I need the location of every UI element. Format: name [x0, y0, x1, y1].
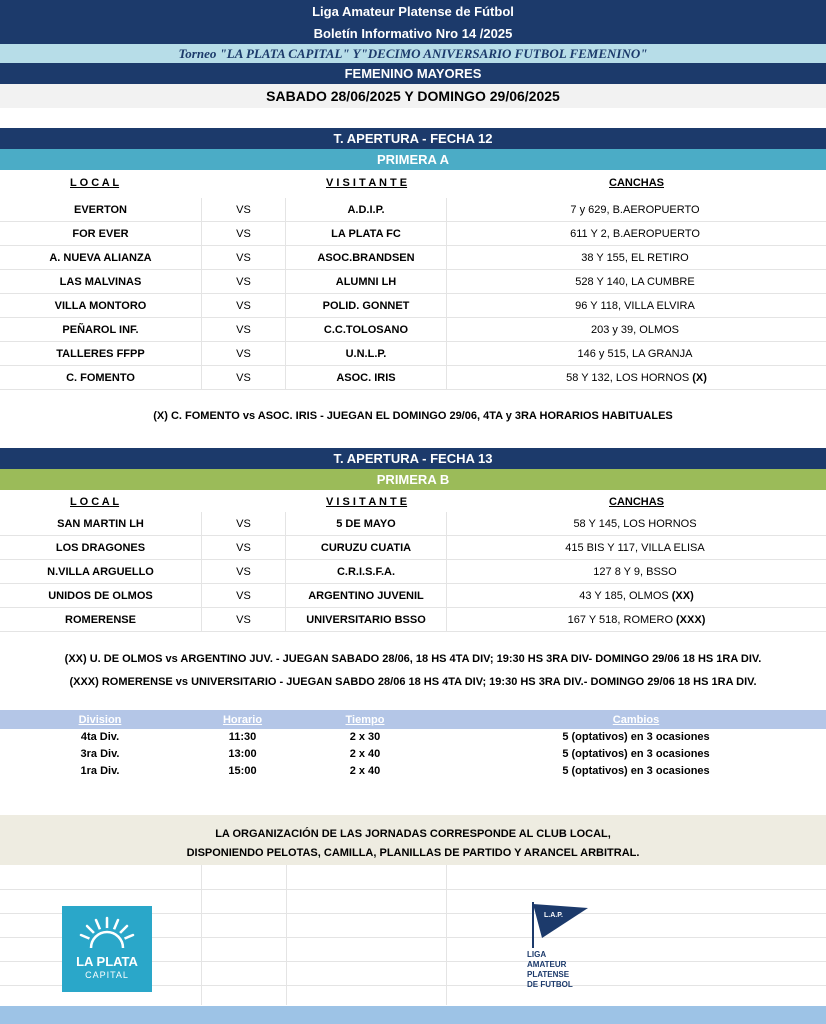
- match-local-text: LAS MALVINAS: [59, 276, 142, 288]
- match-mark: (X): [692, 372, 707, 384]
- column-local: L O C A L: [70, 496, 120, 508]
- match-vs: [201, 270, 286, 294]
- column-canchas: CANCHAS: [609, 496, 664, 508]
- match-vs-text: VS: [236, 324, 251, 336]
- match-vs: [201, 342, 286, 366]
- match-vs: [201, 366, 286, 390]
- match-local-text: UNIDOS DE OLMOS: [48, 590, 153, 602]
- match-cancha: [446, 366, 826, 390]
- match-local-text: N.VILLA ARGUELLO: [47, 566, 154, 578]
- match-vs-text: VS: [236, 300, 251, 312]
- match-cancha: [446, 584, 826, 608]
- match-vs-text: VS: [236, 372, 251, 384]
- match-visitante: [286, 198, 446, 222]
- match-cancha-text: 38 Y 155, EL RETIRO: [581, 252, 689, 264]
- match-local: [0, 512, 201, 536]
- match-row: [0, 584, 826, 608]
- match-cancha: [446, 222, 826, 246]
- match-row: [0, 342, 826, 366]
- match-visitante-text: POLID. GONNET: [322, 300, 410, 312]
- match-visitante: [286, 584, 446, 608]
- match-local: [0, 536, 201, 560]
- match-visitante: [286, 536, 446, 560]
- section-b-note-xxx: (XXX) ROMERENSE vs UNIVERSITARIO - JUEGAN SABDO 28/06 18 HS 4TA DIV; 19:30 HS 3RA DIV.- DOMINGO 29/06 18 HS 1RA DIV.: [69, 676, 757, 688]
- schedule-cambios: 5 (optativos) en 3 ocasiones: [562, 731, 710, 743]
- match-visitante: [286, 270, 446, 294]
- match-vs-text: VS: [236, 614, 251, 626]
- match-cancha: [446, 342, 826, 366]
- lap-line: LIGA: [527, 950, 547, 959]
- schedule-cambios: 5 (optativos) en 3 ocasiones: [562, 765, 710, 777]
- match-row: [0, 608, 826, 632]
- match-vs: [201, 584, 286, 608]
- match-local: [0, 560, 201, 584]
- match-vs-text: VS: [236, 566, 251, 578]
- match-mark: (XXX): [676, 614, 706, 626]
- match-visitante-text: CURUZU CUATIA: [320, 542, 412, 554]
- lap-logo-text: [527, 950, 573, 990]
- match-cancha: [446, 512, 826, 536]
- match-row: [0, 222, 826, 246]
- schedule-cambios: 5 (optativos) en 3 ocasiones: [562, 748, 710, 760]
- lap-line: PLATENSE: [527, 970, 570, 979]
- la-plata-logo-text: LA PLATA: [76, 954, 138, 969]
- match-cancha-text: 415 BIS Y 117, VILLA ELISA: [565, 542, 705, 554]
- match-local: [0, 294, 201, 318]
- match-visitante: [286, 608, 446, 632]
- schedule-tiempo: 2 x 40: [349, 748, 381, 760]
- match-cancha-text: 167 Y 518, ROMERO: [567, 614, 674, 626]
- schedule-row: [0, 728, 826, 746]
- match-local-text: PEÑAROL INF.: [62, 324, 139, 336]
- schedule-row: [0, 762, 826, 780]
- match-visitante: [286, 366, 446, 390]
- match-local: [0, 584, 201, 608]
- match-vs-text: VS: [236, 590, 251, 602]
- match-row: [0, 536, 826, 560]
- match-visitante-text: C.R.I.S.F.A.: [336, 566, 396, 578]
- match-cancha: [446, 198, 826, 222]
- league-title: Liga Amateur Platense de Fútbol: [0, 0, 826, 22]
- schedule-header-cambios: Cambios: [612, 713, 660, 726]
- organization-line-1: LA ORGANIZACIÓN DE LAS JORNADAS CORRESPONDE AL CLUB LOCAL,: [215, 828, 611, 840]
- match-cancha: [446, 246, 826, 270]
- organization-notice: [0, 815, 826, 865]
- schedule-division: 1ra Div.: [80, 765, 120, 777]
- section-a-division: PRIMERA A: [0, 149, 826, 170]
- match-row: [0, 366, 826, 390]
- match-visitante-text: LA PLATA FC: [331, 228, 401, 240]
- match-cancha-text: 58 Y 145, LOS HORNOS: [573, 518, 697, 530]
- section-b-division: PRIMERA B: [0, 469, 826, 490]
- schedule-row: [0, 745, 826, 763]
- schedule-header-horario: Horario: [222, 713, 263, 726]
- section-a-title: T. APERTURA - FECHA 12: [0, 128, 826, 149]
- match-visitante: [286, 246, 446, 270]
- section-a-note: (X) C. FOMENTO vs ASOC. IRIS - JUEGAN EL DOMINGO 29/06, 4TA y 3RA HORARIOS HABITUALES: [153, 410, 673, 422]
- match-cancha: [446, 536, 826, 560]
- match-vs-text: VS: [236, 252, 251, 264]
- match-visitante-text: U.N.L.P.: [345, 348, 387, 360]
- match-visitante: [286, 342, 446, 366]
- capital-logo-text: CAPITAL: [85, 970, 129, 980]
- match-local-text: LOS DRAGONES: [55, 542, 146, 554]
- match-vs: [201, 222, 286, 246]
- schedule-horario: 11:30: [228, 731, 257, 743]
- match-vs: [201, 608, 286, 632]
- match-local: [0, 222, 201, 246]
- match-visitante-text: ASOC. IRIS: [336, 372, 396, 384]
- match-visitante: [286, 318, 446, 342]
- match-cancha: [446, 608, 826, 632]
- match-visitante-text: ALUMNI LH: [335, 276, 397, 288]
- schedule-division: 3ra Div.: [80, 748, 120, 760]
- schedule-horario: 15:00: [228, 765, 257, 777]
- match-local: [0, 318, 201, 342]
- match-cancha: [446, 318, 826, 342]
- match-cancha-text: 528 Y 140, LA CUMBRE: [575, 276, 695, 288]
- match-cancha-text: 96 Y 118, VILLA ELVIRA: [575, 300, 695, 312]
- column-canchas: CANCHAS: [609, 177, 664, 189]
- match-cancha-text: 146 y 515, LA GRANJA: [577, 348, 693, 360]
- bulletin-number: Boletín Informativo Nro 14 /2025: [0, 22, 826, 44]
- tournament-name: Torneo "LA PLATA CAPITAL" Y"DECIMO ANIVERSARIO FUTBOL FEMENINO": [0, 44, 826, 63]
- match-cancha: [446, 270, 826, 294]
- match-local-text: A. NUEVA ALIANZA: [49, 252, 152, 264]
- lap-line: DE FUTBOL: [527, 980, 573, 989]
- match-vs-text: VS: [236, 348, 251, 360]
- sunburst-icon: [62, 906, 152, 956]
- match-vs: [201, 536, 286, 560]
- la-plata-capital-logo: [62, 906, 152, 992]
- column-local: L O C A L: [70, 177, 120, 189]
- section-b-title: T. APERTURA - FECHA 13: [0, 448, 826, 469]
- match-row: [0, 318, 826, 342]
- match-cancha-text: 58 Y 132, LOS HORNOS: [566, 372, 690, 384]
- match-vs-text: VS: [236, 518, 251, 530]
- match-local-text: SAN MARTIN LH: [57, 518, 144, 530]
- footer-band: [0, 1006, 826, 1024]
- organization-line-2: DISPONIENDO PELOTAS, CAMILLA, PLANILLAS DE PARTIDO Y ARANCEL ARBITRAL.: [186, 847, 640, 859]
- match-cancha-text: 127 8 Y 9, BSSO: [593, 566, 677, 578]
- column-visitante: V I S I T A N T E: [326, 496, 408, 508]
- match-local-text: EVERTON: [74, 204, 127, 216]
- match-row: [0, 294, 826, 318]
- match-vs-text: VS: [236, 204, 251, 216]
- match-cancha-text: 611 Y 2, B.AEROPUERTO: [570, 228, 700, 240]
- lap-flag-text: L.A.P.: [544, 912, 563, 919]
- match-cancha: [446, 294, 826, 318]
- schedule-tiempo: 2 x 30: [349, 731, 381, 743]
- match-vs-text: VS: [236, 276, 251, 288]
- match-vs: [201, 198, 286, 222]
- section-a-column-headers: [0, 172, 826, 196]
- lap-line: AMATEUR: [527, 960, 567, 969]
- match-visitante: [286, 512, 446, 536]
- match-vs: [201, 560, 286, 584]
- match-mark: (XX): [671, 590, 694, 602]
- match-row: [0, 512, 826, 536]
- match-row: [0, 270, 826, 294]
- match-local: [0, 342, 201, 366]
- match-visitante-text: 5 DE MAYO: [336, 518, 396, 530]
- category-title: FEMENINO MAYORES: [0, 63, 826, 84]
- match-vs: [201, 318, 286, 342]
- column-visitante: V I S I T A N T E: [326, 177, 408, 189]
- match-local: [0, 608, 201, 632]
- match-cancha-text: 7 y 629, B.AEROPUERTO: [570, 204, 700, 216]
- match-vs-text: VS: [236, 228, 251, 240]
- match-vs-text: VS: [236, 542, 251, 554]
- match-local-text: FOR EVER: [72, 228, 129, 240]
- match-visitante: [286, 560, 446, 584]
- match-vs: [201, 246, 286, 270]
- match-visitante-text: ASOC.BRANDSEN: [317, 252, 415, 264]
- match-visitante: [286, 222, 446, 246]
- match-visitante-text: C.C.TOLOSANO: [323, 324, 409, 336]
- match-row: [0, 198, 826, 222]
- match-visitante-text: UNIVERSITARIO BSSO: [306, 614, 426, 626]
- match-cancha: [446, 560, 826, 584]
- match-local-text: C. FOMENTO: [66, 372, 135, 384]
- section-b-note-xx: (XX) U. DE OLMOS vs ARGENTINO JUV. - JUEGAN SABADO 28/06, 18 HS 4TA DIV; 19:30 HS 3RA DIV- DOMINGO 29/06 18 HS 1RA DIV.: [64, 653, 762, 665]
- match-local-text: VILLA MONTORO: [54, 300, 147, 312]
- match-visitante-text: A.D.I.P.: [347, 204, 385, 216]
- match-local-text: TALLERES FFPP: [56, 348, 145, 360]
- schedule-header-division: Division: [78, 713, 122, 726]
- schedule-header: [0, 710, 826, 729]
- match-row: [0, 560, 826, 584]
- match-visitante: [286, 294, 446, 318]
- match-cancha-text: 203 y 39, OLMOS: [590, 324, 680, 336]
- schedule-header-tiempo: Tiempo: [345, 713, 385, 726]
- match-row: [0, 246, 826, 270]
- match-local: [0, 366, 201, 390]
- schedule-tiempo: 2 x 40: [349, 765, 381, 777]
- match-local: [0, 270, 201, 294]
- match-cancha-text: 43 Y 185, OLMOS: [579, 590, 669, 602]
- match-vs: [201, 294, 286, 318]
- schedule-horario: 13:00: [228, 748, 257, 760]
- match-local: [0, 246, 201, 270]
- schedule-division: 4ta Div.: [80, 731, 120, 743]
- match-local-text: ROMERENSE: [65, 614, 136, 626]
- dates-title: SABADO 28/06/2025 Y DOMINGO 29/06/2025: [0, 84, 826, 108]
- match-visitante-text: ARGENTINO JUVENIL: [308, 590, 424, 602]
- match-local: [0, 198, 201, 222]
- match-vs: [201, 512, 286, 536]
